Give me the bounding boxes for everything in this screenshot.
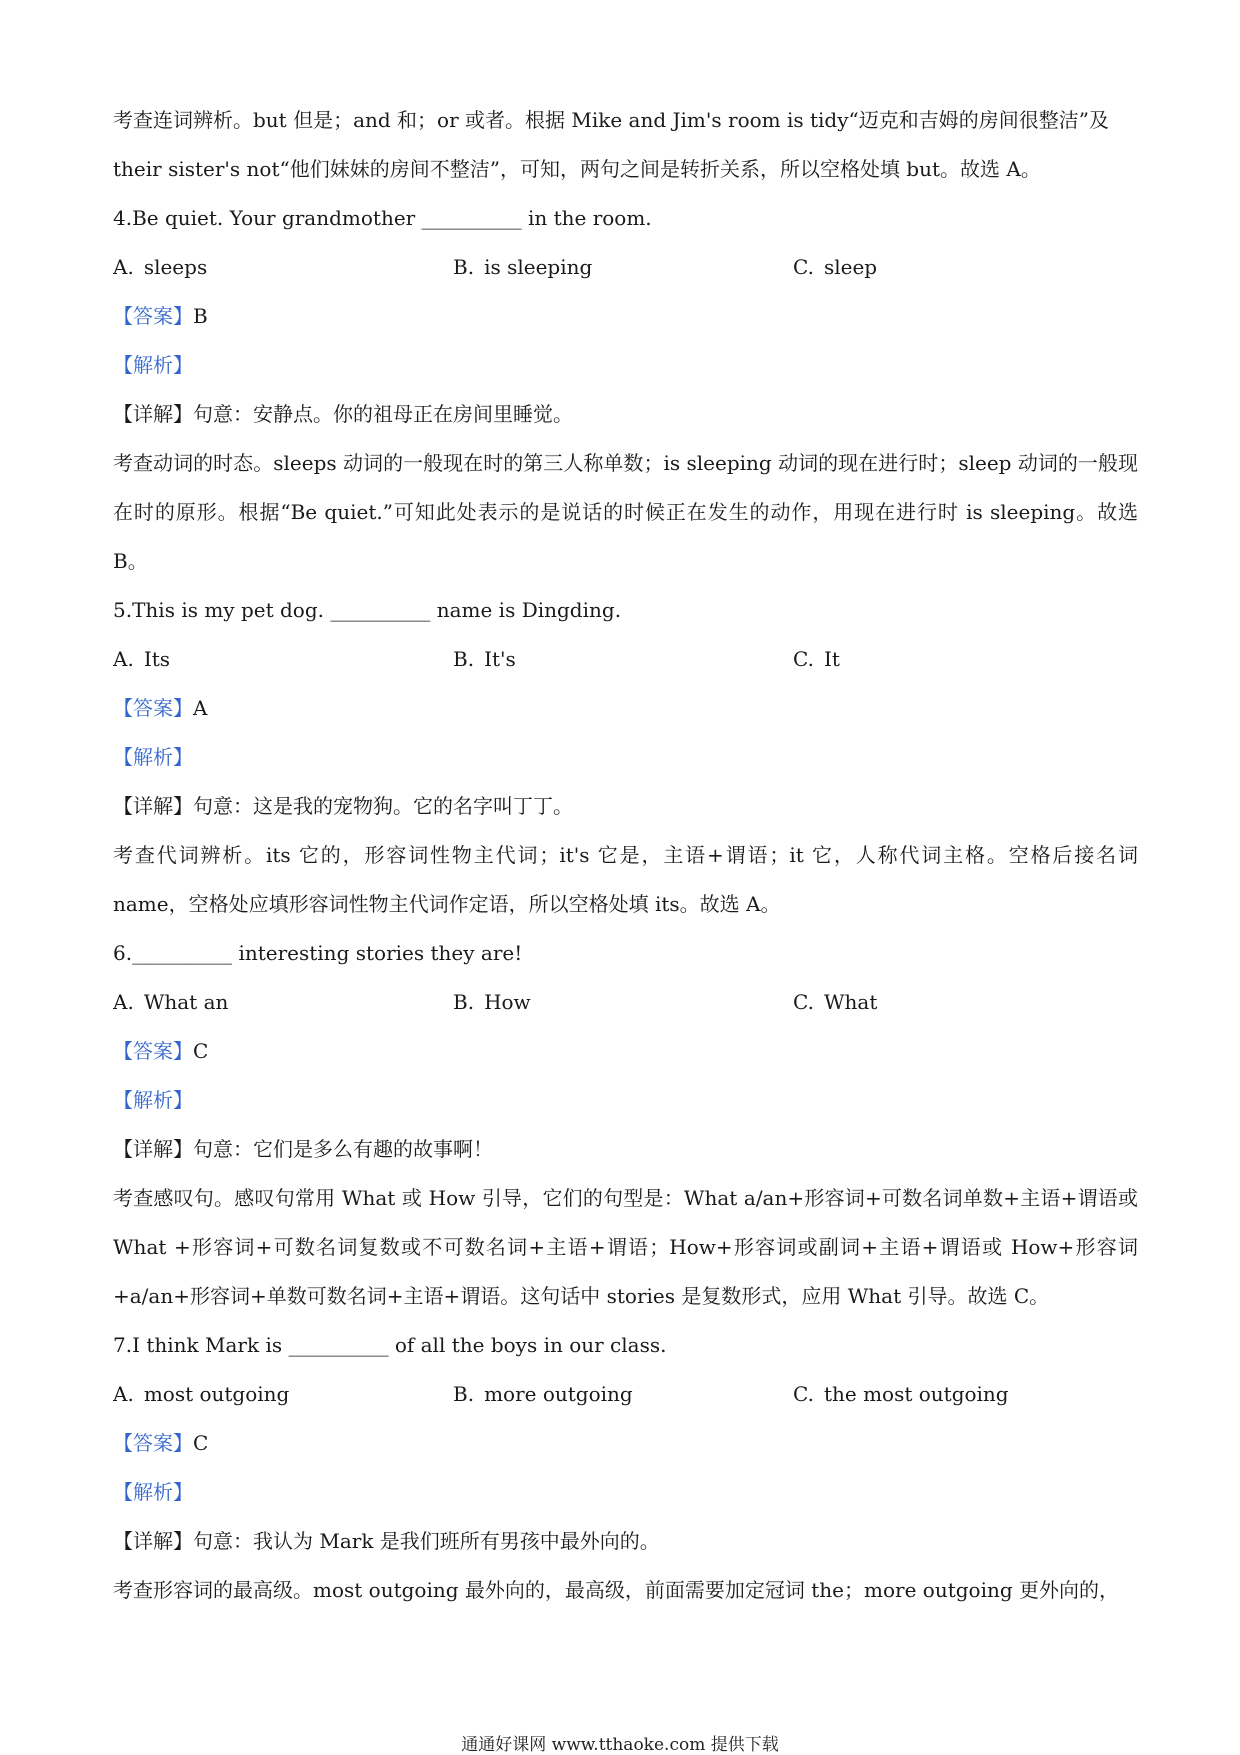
question-5: [113, 586, 1138, 929]
option-c: C. What: [793, 990, 878, 1014]
answer-value: B: [193, 304, 208, 328]
option-a: A. Its: [113, 647, 171, 671]
q3-explanation-line2: their sister's not“他们妹妹的房间不整洁”，可知，两句之间是转折关系，所以空格处填 but。故选 A。: [113, 157, 1041, 181]
detail-label: 【详解】: [113, 402, 193, 426]
detail-label: 【详解】: [113, 794, 193, 818]
option-b: B. is sleeping: [453, 255, 593, 279]
detail-label: 【详解】: [113, 1529, 193, 1553]
analysis-label: 【解析】: [113, 745, 193, 769]
question-stem: 5.This is my pet dog. __________ name is Dingding.: [113, 598, 622, 622]
option-a: A. most outgoing: [113, 1382, 290, 1406]
answer-label: 【答案】: [113, 304, 193, 328]
option-a: A. sleeps: [113, 255, 208, 279]
question-7: [113, 1321, 1138, 1615]
option-c: C. It: [793, 647, 840, 671]
page-footer: 通通好课网 www.tthaoke.com 提供下载: [461, 1735, 779, 1755]
option-b: B. more outgoing: [453, 1382, 633, 1406]
detail-line: [113, 1125, 1138, 1174]
answer-value: C: [193, 1039, 209, 1063]
q3-explanation-line1: 考查连词辨析。but 但是；and 和；or 或者。根据 Mike and Jim's room is tidy“迈克和吉姆的房间很整洁”及: [113, 108, 1109, 132]
option-b: B. It's: [453, 647, 516, 671]
detail-text: 句意：这是我的宠物狗。它的名字叫丁丁。: [193, 794, 573, 818]
option-b: B. How: [453, 990, 531, 1014]
detail-line: [113, 1517, 1138, 1566]
options-row: [113, 635, 1138, 684]
answer-line: [113, 1419, 1138, 1468]
detail-text: 句意：它们是多么有趣的故事啊！: [193, 1137, 493, 1161]
options-row: [113, 243, 1138, 292]
options-row: [113, 1370, 1138, 1419]
answer-label: 【答案】: [113, 1039, 193, 1063]
answer-line: [113, 684, 1138, 733]
question-stem: 4.Be quiet. Your grandmother __________ in the room.: [113, 206, 652, 230]
answer-line: [113, 292, 1138, 341]
document-page: [113, 96, 1138, 1615]
explanation: 考查形容词的最高级。most outgoing 最外向的，最高级，前面需要加定冠词 the；more outgoing 更外向的，: [113, 1578, 1120, 1602]
detail-line: [113, 782, 1138, 831]
detail-label: 【详解】: [113, 1137, 193, 1161]
answer-label: 【答案】: [113, 1431, 193, 1455]
option-c: C. the most outgoing: [793, 1382, 1009, 1406]
question-6: [113, 929, 1138, 1321]
option-c: C. sleep: [793, 255, 878, 279]
detail-text: 句意：安静点。你的祖母正在房间里睡觉。: [193, 402, 573, 426]
explanation: 考查代词辨析。its 它的，形容词性物主代词；it's 它是，主语+谓语；it 它，人称代词主格。空格后接名词 name，空格处应填形容词性物主代词作定语，所以空格处填 its。故选 A。: [113, 843, 1138, 916]
analysis-label: 【解析】: [113, 353, 193, 377]
analysis-label: 【解析】: [113, 1088, 193, 1112]
answer-label: 【答案】: [113, 696, 193, 720]
question-stem: 6.__________ interesting stories they are!: [113, 941, 523, 965]
options-row: [113, 978, 1138, 1027]
option-a: A. What an: [113, 990, 229, 1014]
answer-value: A: [193, 696, 208, 720]
answer-line: [113, 1027, 1138, 1076]
analysis-label: 【解析】: [113, 1480, 193, 1504]
question-stem: 7.I think Mark is __________ of all the boys in our class.: [113, 1333, 667, 1357]
detail-line: [113, 390, 1138, 439]
question-4: [113, 194, 1138, 586]
answer-value: C: [193, 1431, 209, 1455]
explanation: 考查感叹句。感叹句常用 What 或 How 引导，它们的句型是：What a/an+形容词+可数名词单数+主语+谓语或 What +形容词+可数名词复数或不可数名词+主语+谓语；How+形容词或副词+主语+谓语或 How+形容词+a/an+形容词+单数可数名词+主语+谓语。这句话中 stories 是复数形式，应用 What 引导。故选 C。: [113, 1186, 1138, 1308]
detail-text: 句意：我认为 Mark 是我们班所有男孩中最外向的。: [193, 1529, 660, 1553]
explanation: 考查动词的时态。sleeps 动词的一般现在时的第三人称单数；is sleeping 动词的现在进行时；sleep 动词的一般现在时的原形。根据“Be quiet.”可知此处表示的是说话的时候正在发生的动作，用现在进行时 is sleeping。故选 B。: [113, 451, 1138, 573]
